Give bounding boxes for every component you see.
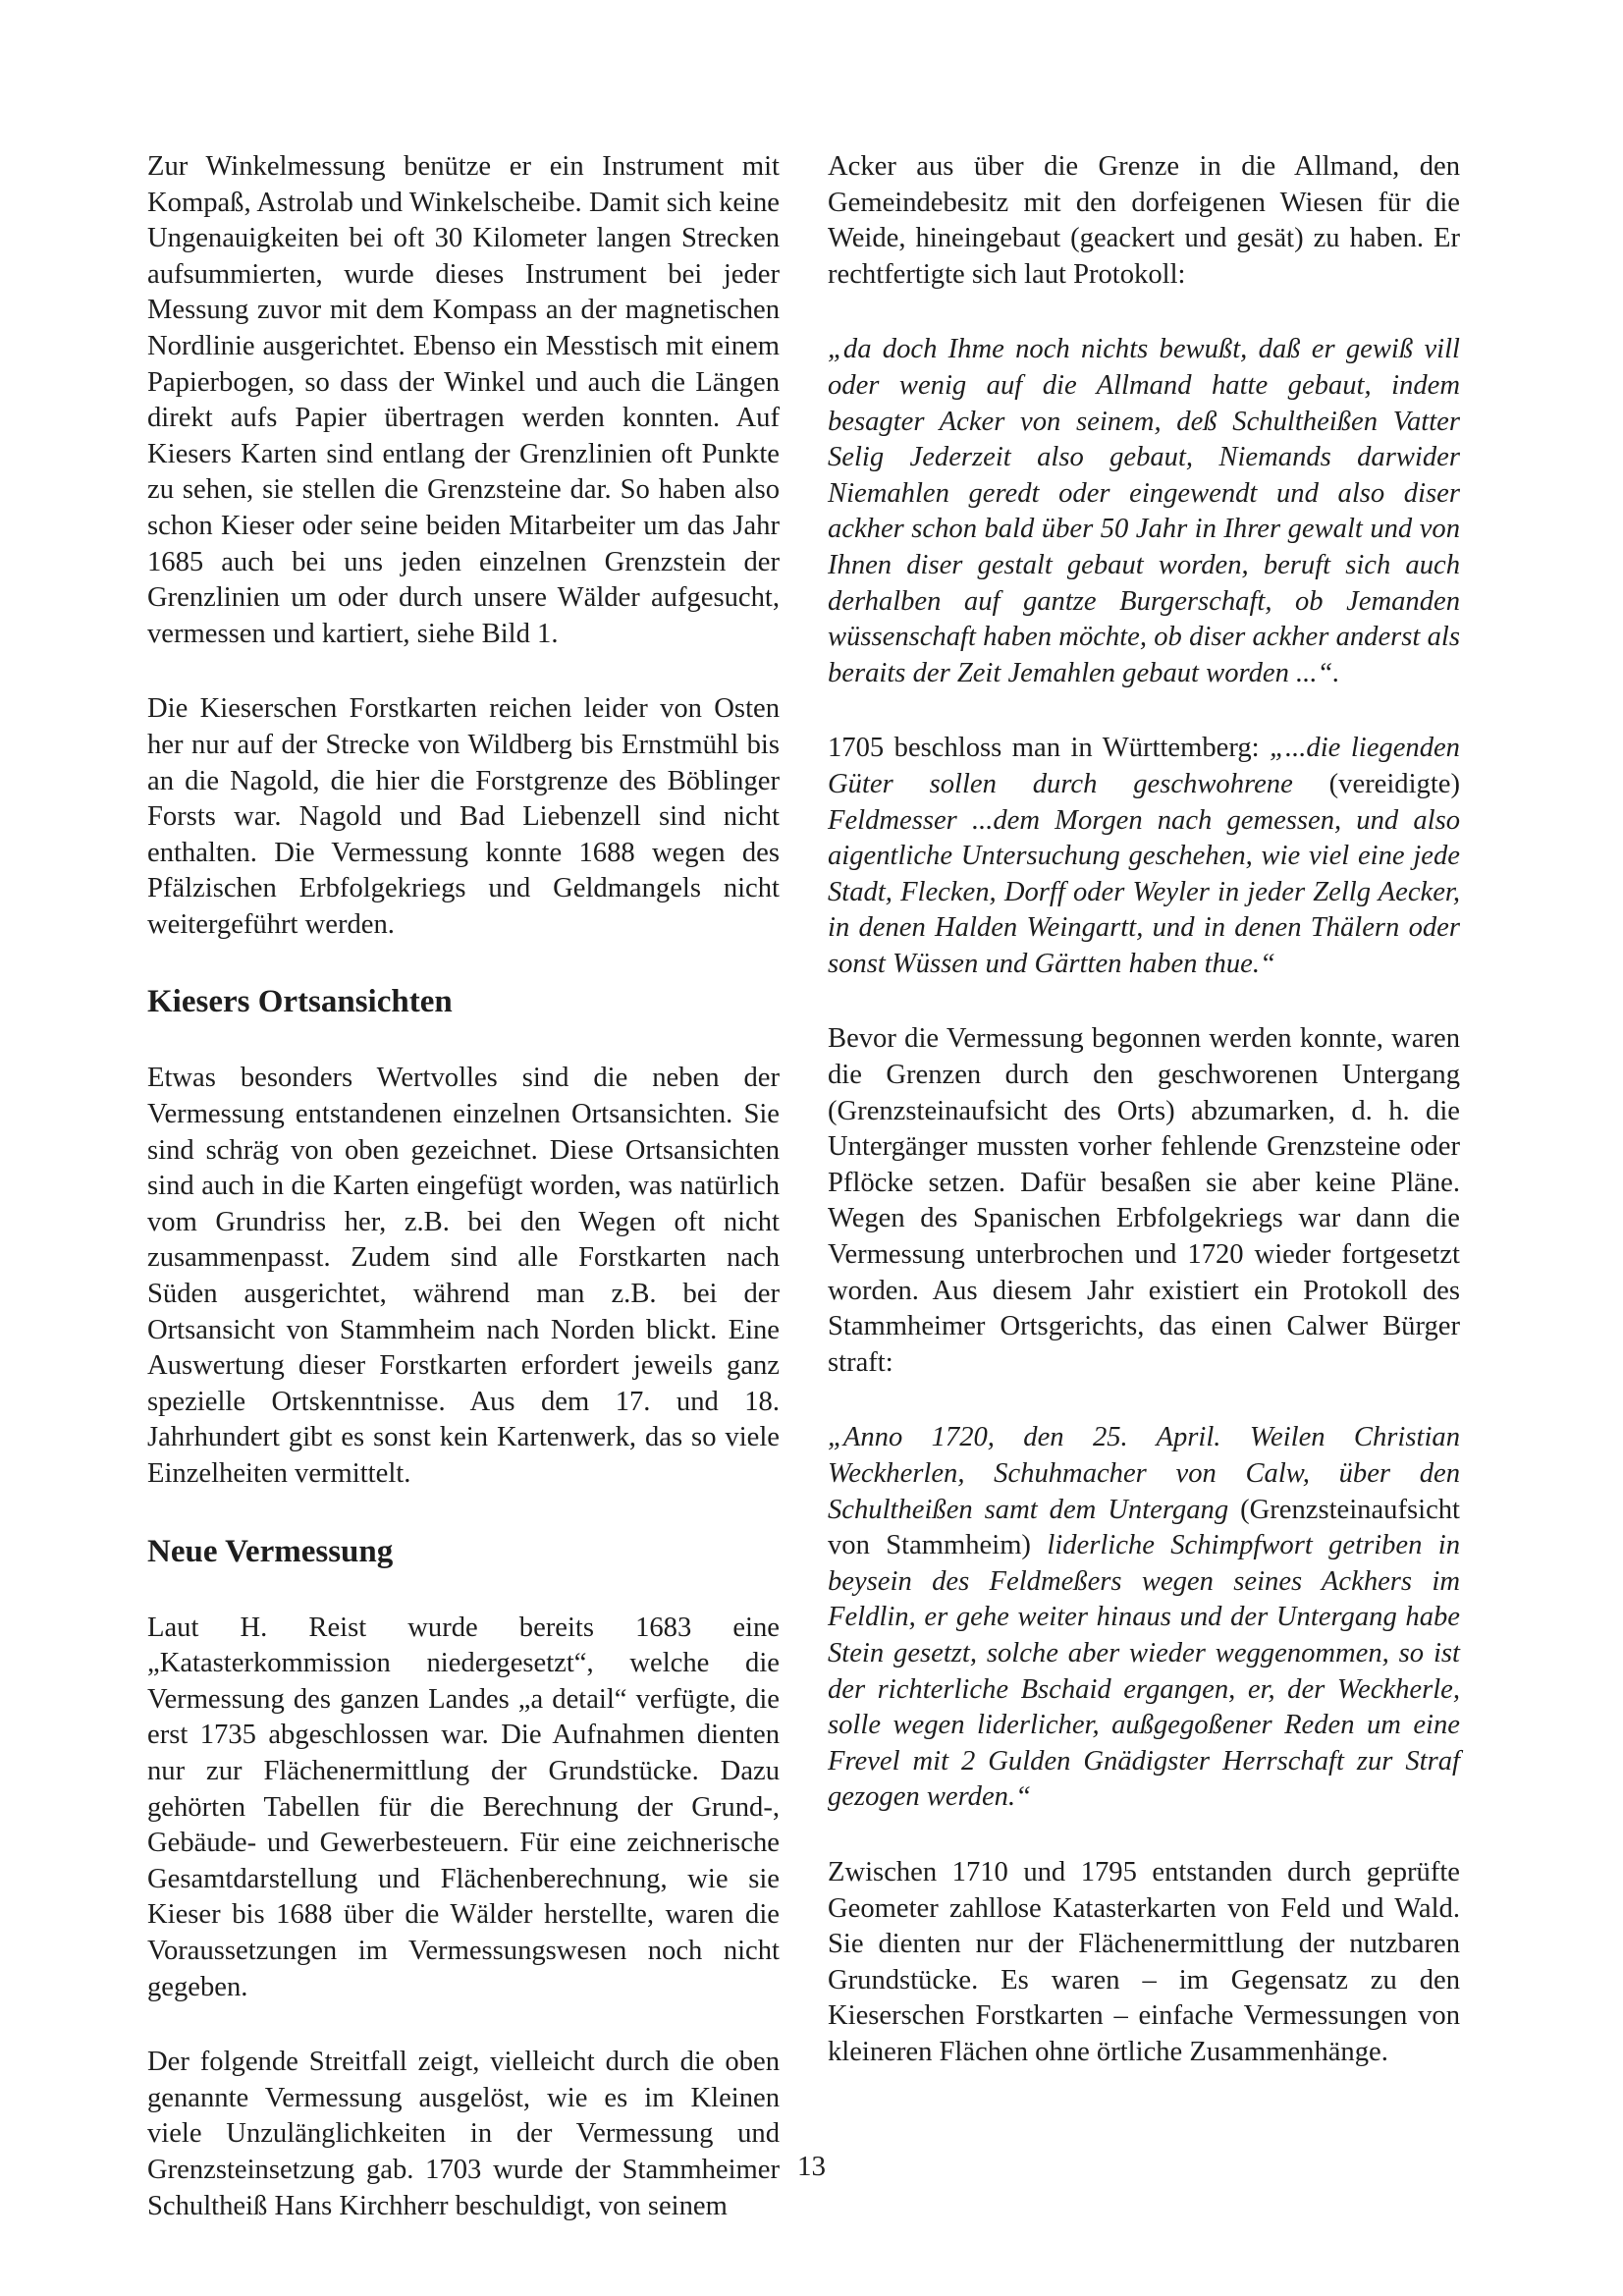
paragraph-katasterkommission: Laut H. Reist wurde bereits 1683 eine „Katasterkommission niedergesetzt“, welche die Vermessung des ganzen Landes „a detail“ verfügte, die erst 1735 abgeschlossen war. Die Aufnahmen dienten nur zur Flächenermittlung der Grundstücke. Dazu gehörten Tabellen für die Berechnung der Grund-, Gebäude- und Gewerbesteuern. Für eine zeichnerische Gesamtdarstellung und Flächenberechnung, wie sie Kieser bis 1688 über die Wälder herstellte, waren die Voraussetzungen im Vermessungswesen noch nicht gegeben. (147, 1612, 780, 2002)
paragraph-winkelmessung: Zur Winkelmessung benütze er ein Instrument mit Kompaß, Astrolab und Winkelscheibe. Damit sich keine Ungenauigkeiten bei oft 30 Kilometer langen Strecken aufsummierten, wurde dieses Instrument bei jeder Messung zuvor mit dem Kompass an der magnetischen Nordlinie ausgerichtet. Ebenso ein Messtisch mit einem Papierbogen, so dass der Winkel und auch die Längen direkt aufs Papier übertragen werden konnten. Auf Kiesers Karten sind entlang der Grenzlinien oft Punkte zu sehen, sie stellen die Grenzsteine dar. So haben also schon Kieser oder seine beiden Mitarbeiter um das Jahr 1685 auch bei uns jeden einzelnen Grenzstein der Grenzlinien um oder durch unsere Wälder aufgesucht, vermessen und kartiert, siehe Bild 1. (147, 151, 780, 649)
paragraph-untergang: Bevor die Vermessung begonnen werden konnte, waren die Grenzen durch den geschworenen Untergang (Grenzsteinaufsicht des Orts) abzumarken, d. h. die Untergänger mussten vorher fehlende Grenzsteine oder Pflöcke setzen. Dafür besaßen sie aber keine Pläne. Wegen des Spanischen Erbfolgekriegs war dann die Vermessung unterbrochen und 1720 wieder fortgesetzt worden. Aus diesem Jahr existiert ein Protokoll des Stammheimer Ortsgerichts, das einen Calwer Bürger straft: (828, 1023, 1460, 1378)
paragraph-streitfall: Der folgende Streitfall zeigt, vielleicht durch die oben genannte Vermessung ausgelöst, wie es im Kleinen viele Unzulänglichkeiten in der Vermessung und Grenzsteinsetzung gab. 1703 wurde der Stammheimer Schultheiß Hans Kirchherr beschuldigt, von seinem (147, 2047, 780, 2221)
quote-part-1: „...die liegenden Güter sollen durch geschwohrene (828, 733, 1460, 799)
left-column (147, 149, 780, 2264)
quote-protokoll-1720 (828, 1420, 1460, 1816)
paragraph-katasterkarten: Zwischen 1710 und 1795 entstanden durch geprüfte Geometer zahllose Katasterkarten von Feld und Wald. Sie dienten nur der Flächenermittlung der nutzbaren Grundstücke. Es waren – im Gegensatz zu den Kieserschen Forstkarten – einfache Vermessungen von kleineren Flächen ohne örtliche Zusammenhänge. (828, 1856, 1460, 2067)
quote-1720-part-2: liderliche Schimpfwort getriben in beysein des Feldmeßers wegen seines Ackhers im Feldlin, er gehe weiter hinaus und der Untergang habe Stein gesetzt, solche aber wieder weggenommen, so ist der richterliche Bschaid ergangen, er, der Weckherle, solle wegen liderlicher, außgegoßener Reden um eine Frevel mit 2 Gulden Gnädigster Herrschaft zur Straf gezogen werden.“ (828, 1530, 1461, 1813)
quote-part-2: Feldmesser ...dem Morgen nach gemessen, und also aigentliche Untersuchung geschehen, wie viel eine jede Stadt, Flecken, Dorff oder Weyler in jeder Zellg Aecker, in denen Halden Weingartt, und in denen Thälern oder sonst Wüssen und Gärtten haben thue.“ (828, 804, 1460, 979)
text-vereidigte: (vereidigte) (1292, 768, 1460, 799)
paragraph-acker: Acker aus über die Grenze in die Allmand, den Gemeindebesitz mit den dorfeigenen Wiesen für die Weide, hineingebaut (geackert und gesät) zu haben. Er rechtfertigte sich laut Protokoll: (828, 151, 1460, 290)
right-column (828, 149, 1460, 2110)
quote-1720-part-1: „Anno 1720, den 25. April. Weilen Christian Weckherlen, Schuhmacher von Calw, über den Schultheißen samt dem Untergang (828, 1422, 1460, 1525)
quote-protokoll-1703: „da doch Ihme noch nichts bewußt, daß er gewiß vill oder wenig auf die Allmand hatte gebaut, indem besagter Acker von seinem, deß Schultheißen Vatter Selig Jederzeit also gebaut, Niemands darwider Niemahlen geredt oder eingewendt und also diser ackher schon bald über 50 Jahr in Ihrer gewalt und von Ihnen diser gestalt gebaut worden, beruft sich auch derhalben auf gantze Burgerschaft, ob Jemanden wüssenschaft haben möchte, ob diser ackher anderst als beraits der Zeit Jemahlen gebaut worden ...“. (828, 334, 1460, 688)
text-intro: 1705 beschloss man in Württemberg: (828, 733, 1271, 764)
quote-1720-aside: (Grenzsteinaufsicht von Stammheim) (828, 1494, 1460, 1561)
paragraph-forstkarten: Die Kieserschen Forstkarten reichen leider von Osten her nur auf der Strecke von Wildberg bis Ernstmühl bis an die Nagold, die hier die Forstgrenze des Böblinger Forsts war. Nagold und Bad Liebenzell sind nicht enthalten. Die Vermessung konnte 1688 wegen des Pfälzischen Erbfolgekriegs und Geldmangels nicht weitergeführt werden. (147, 693, 780, 940)
paragraph-wuerttemberg-1705 (828, 731, 1460, 982)
page-number: 13 (797, 2151, 826, 2182)
paragraph-ortsansichten: Etwas besonders Wertvolles sind die neben der Vermessung entstandenen einzelnen Ortsansichten. Sie sind schräg von oben gezeichnet. Diese Ortsansichten sind auch in die Karten eingefügt worden, was natürlich vom Grundriss her, z.B. bei den Wegen oft nicht zusammenpasst. Zudem sind alle Forstkarten nach Süden ausgerichtet, während man z.B. bei der Ortsansicht von Stammheim nach Norden blickt. Eine Auswertung dieser Forstkarten erfordert jeweils ganz spezielle Ortskenntnisse. Aus dem 17. und 18. Jahrhundert gibt es sonst kein Kartenwerk, das so viele Einzelheiten vermittelt. (147, 1063, 780, 1489)
heading-neue-vermessung: Neue Vermessung (147, 1533, 394, 1569)
heading-kiesers-ortsansichten: Kiesers Ortsansichten (147, 984, 453, 1020)
